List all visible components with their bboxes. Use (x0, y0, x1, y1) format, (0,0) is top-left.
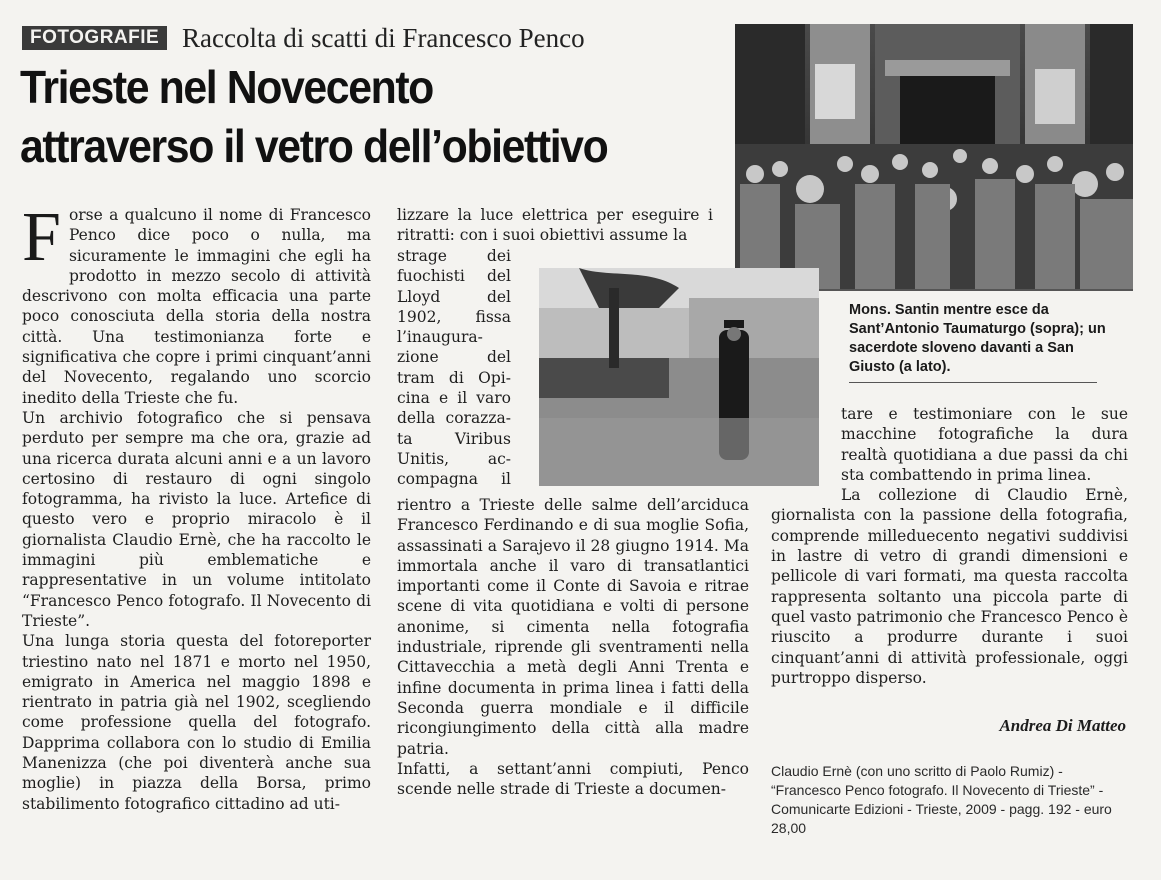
paragraph-1: Forse a qualcuno il nome di Francesco Penco dice poco o nulla, ma sicuramente le immagini che egli ha prodotto in mezzo secolo di attività descrivono con molta efficacia una parte poco conosciuta della storia della nostra città. Una testimonianza forte e significativa che copre i primi cinquant’anni del Novecento, regalando uno scorcio inedito della Trieste che fu. (22, 199, 371, 407)
headline-line-1: Trieste nel Novecento (20, 61, 433, 113)
photo-church-crowd (735, 24, 1133, 289)
paragraph-col2-bottom: rientro a Trieste delle salme dell’arciduca Francesco Ferdinando e di sua moglie Sofia, assassinati a Sarajevo il 28 giugno 1914. Ma immortala anche il varo di transatlantici importanti come il Conte di Savoia e ritrae scene di vita quotidiana e volti di persone anonime, si cimenta nella fotografia industriale, riprende gli sventramenti nella Cittavecchia a metà degli Anni Trenta e infine documenta in prima linea i fatti della Seconda guerra mondiale e il difficile ricongiungimento della città alla madre patria. (397, 496, 749, 758)
narrow-line: Lloyd del (397, 287, 511, 306)
paragraph-2: Un archivio fotografico che si pensava perduto per sempre ma che ora, grazie ad una ricerca durata alcuni anni e a un lavoro certosino di restauro di ogni singolo fotogramma, ha rivisto la luce. Artefice di questo vero e proprio miracolo è il giornalista Claudio Ernè, che ha raccolto le immagini più emblematiche e rappresentative in un volume intitolato “Francesco Penco fotografo. Il Novecento di Trieste”. (22, 408, 371, 630)
narrow-line: Unitis, ac- (397, 449, 511, 468)
paragraph-3: Una lunga storia questa del fotoreporter triestino nato nel 1871 e morto nel 1950, emigrato in America nel maggio 1898 e rientrato in patria già nel 1902, scegliendo come professione quella del fotografo. Dapprima collabora con lo studio di Emilia Manenizza (che poi diventerà anche sua moglie) in piazza della Borsa, primo stabilimento fotografico cittadino ad uti- (22, 632, 371, 813)
column-2-top: lizzare la luce elettrica per eseguire i ritratti: con i suoi obiettivi assume la (397, 206, 713, 245)
narrow-line: ta Viribus (397, 429, 511, 448)
column-3 (771, 404, 1128, 688)
column-2-bottom (397, 495, 749, 799)
column-1 (22, 199, 371, 814)
narrow-line: compagna il (397, 470, 511, 489)
paragraph-col3-1: tare e testimoniare con le sue macchine fotografiche la dura realtà quotidiana a due passi da chi sta combattendo in prima linea. (841, 405, 1128, 484)
narrow-line: l’inaugura- (397, 328, 483, 347)
narrow-line: tram di Opi- (397, 368, 511, 387)
narrow-line: 1902, fissa (397, 307, 511, 326)
narrow-line: fuochisti del (397, 267, 511, 286)
narrow-line: strage dei (397, 247, 511, 265)
narrow-line: della corazza- (397, 409, 511, 428)
book-reference: Claudio Ernè (con uno scritto di Paolo Rumiz) - “Francesco Penco fotografo. Il Novecento di Trieste” - Comunicarte Edizioni - Trieste, 2009 - pagg. 192 - euro 28,00 (771, 763, 1112, 836)
narrow-line: zione del (397, 348, 511, 367)
drop-cap: F (22, 199, 61, 276)
headline (20, 58, 671, 176)
section-rubric: FOTOGRAFIE (22, 26, 167, 50)
photo-caption: Mons. Santin mentre esce da Sant’Antonio Taumaturgo (sopra); un sacerdote sloveno davanti a San Giusto (a lato). (849, 302, 1106, 375)
paragraph-col3-2: La collezione di Claudio Ernè, giornalista con la passione della fotografia, comprende milleduecento negativi suddivisi in lastre di vetro di grandi dimensioni e pellicole di vari formati, ma questa raccolta rappresenta soltanto una piccola parte di quel vasto patrimonio che Francesco Penco è riuscito a produrre durante i suoi cinquant’anni di attività professionale, oggi purtroppo disperso. (771, 486, 1128, 687)
narrow-line: cina e il varo (397, 389, 511, 408)
byline: Andrea Di Matteo (999, 716, 1126, 735)
headline-line-2: attraverso il vetro dell’obiettivo (20, 120, 608, 172)
caption-rule (849, 382, 1097, 383)
paragraph-col2-end: Infatti, a settant’anni compiuti, Penco scende nelle strade di Trieste a documen- (397, 759, 749, 799)
kicker: Raccolta di scatti di Francesco Penco (182, 23, 585, 53)
column-2-narrow (397, 246, 511, 490)
